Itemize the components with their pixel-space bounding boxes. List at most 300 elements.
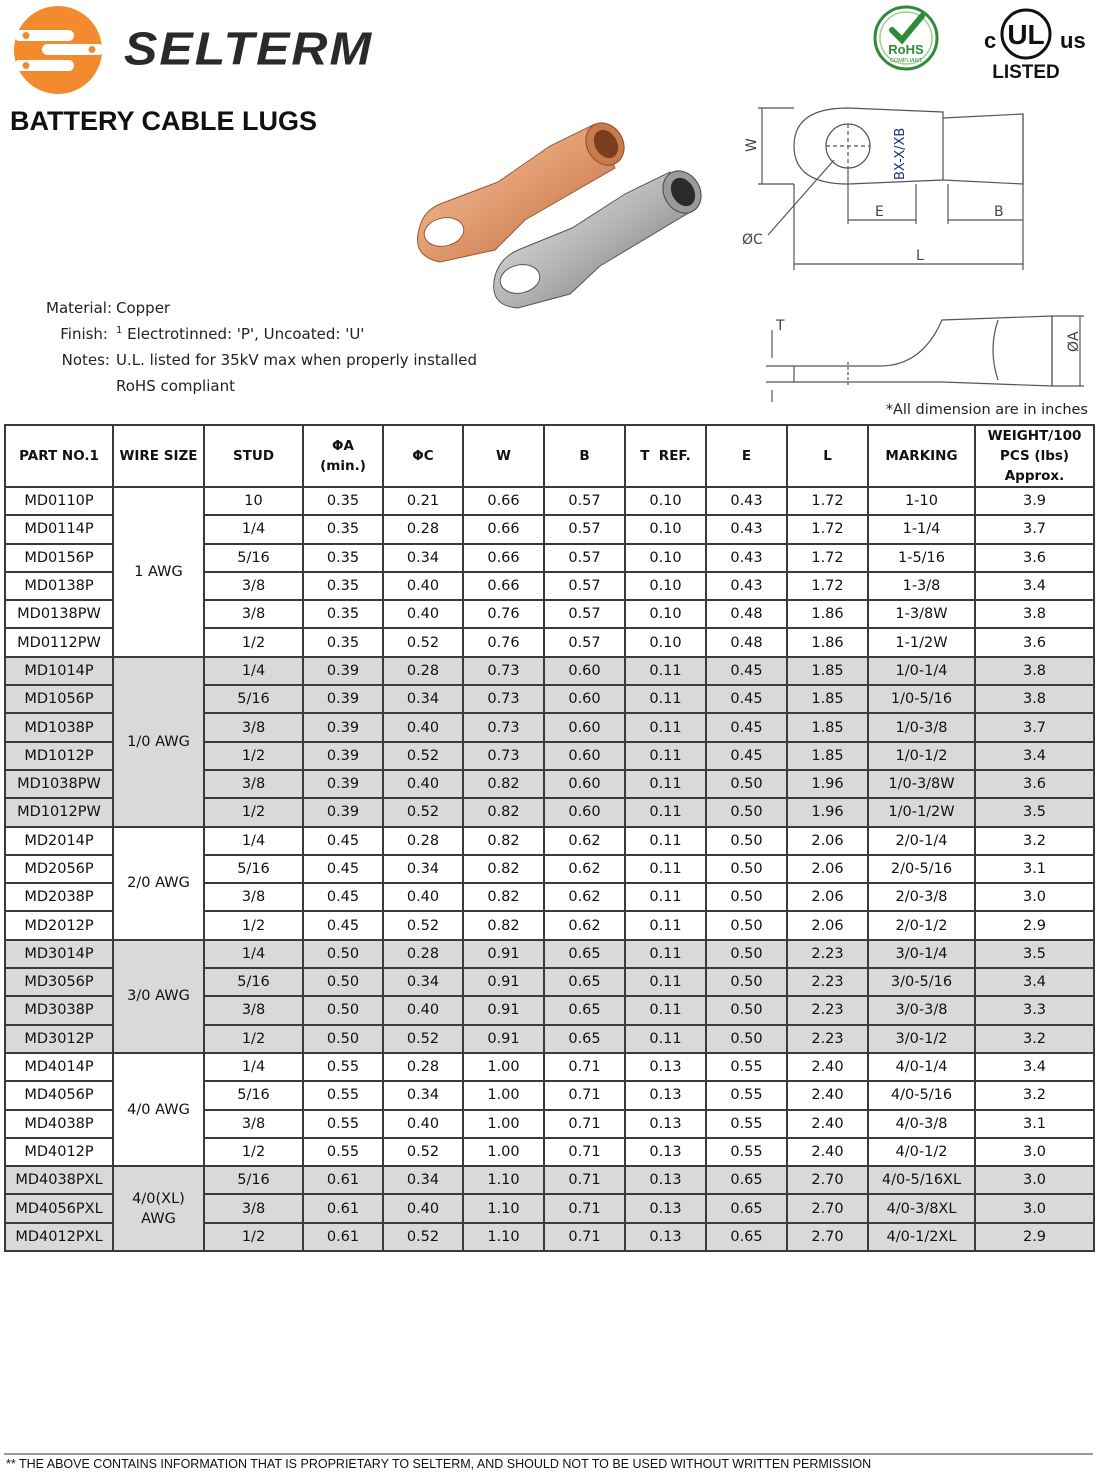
cell-e: 0.48 bbox=[706, 628, 787, 656]
cell-weight: 3.1 bbox=[975, 1110, 1094, 1138]
cell-marking: 4/0-1/2 bbox=[868, 1138, 975, 1166]
cell-b: 0.60 bbox=[544, 685, 625, 713]
cell-t-ref: 0.11 bbox=[625, 742, 706, 770]
cell-marking: 4/0-1/2XL bbox=[868, 1223, 975, 1251]
cell-w: 1.00 bbox=[463, 1138, 544, 1166]
cell-part-no: MD0156P bbox=[5, 544, 113, 572]
cell-diameter-c: 0.28 bbox=[383, 940, 463, 968]
cell-weight: 3.8 bbox=[975, 657, 1094, 685]
cell-b: 0.65 bbox=[544, 940, 625, 968]
cell-diameter-a: 0.35 bbox=[303, 544, 383, 572]
cell-diameter-a: 0.39 bbox=[303, 657, 383, 685]
cell-b: 0.62 bbox=[544, 827, 625, 855]
cell-t-ref: 0.11 bbox=[625, 968, 706, 996]
cell-stud: 5/16 bbox=[204, 855, 303, 883]
cell-diameter-a: 0.45 bbox=[303, 855, 383, 883]
cell-t-ref: 0.13 bbox=[625, 1138, 706, 1166]
cell-diameter-c: 0.34 bbox=[383, 855, 463, 883]
cell-diameter-c: 0.28 bbox=[383, 515, 463, 543]
cell-diameter-a: 0.35 bbox=[303, 572, 383, 600]
table-header-row bbox=[5, 425, 1094, 487]
dim-c-label: ØC bbox=[742, 232, 763, 248]
cell-stud: 1/2 bbox=[204, 628, 303, 656]
cell-part-no: MD3014P bbox=[5, 940, 113, 968]
cell-marking: 3/0-3/8 bbox=[868, 996, 975, 1024]
cell-weight: 3.0 bbox=[975, 883, 1094, 911]
cell-t-ref: 0.10 bbox=[625, 544, 706, 572]
cell-b: 0.71 bbox=[544, 1138, 625, 1166]
cell-b: 0.62 bbox=[544, 855, 625, 883]
col-part-no: PART NO.1 bbox=[5, 425, 113, 487]
cell-e: 0.50 bbox=[706, 770, 787, 798]
cell-e: 0.43 bbox=[706, 487, 787, 515]
cell-stud: 1/4 bbox=[204, 1053, 303, 1081]
cell-diameter-a: 0.39 bbox=[303, 770, 383, 798]
cell-l: 1.86 bbox=[787, 628, 868, 656]
notes-line-2: RoHS compliant bbox=[116, 377, 235, 395]
dim-e-label: E bbox=[875, 204, 884, 220]
cell-diameter-c: 0.40 bbox=[383, 883, 463, 911]
cell-part-no: MD1012P bbox=[5, 742, 113, 770]
rohs-sub: COMPLIANT bbox=[889, 58, 923, 64]
cell-wire-size: 1 AWG bbox=[113, 487, 204, 657]
cell-diameter-a: 0.50 bbox=[303, 1025, 383, 1053]
cell-diameter-c: 0.52 bbox=[383, 628, 463, 656]
cell-t-ref: 0.10 bbox=[625, 572, 706, 600]
cell-diameter-a: 0.39 bbox=[303, 798, 383, 826]
ul-listed-badge bbox=[976, 4, 1092, 84]
cell-b: 0.65 bbox=[544, 968, 625, 996]
cell-weight: 3.2 bbox=[975, 1081, 1094, 1109]
cell-diameter-c: 0.52 bbox=[383, 798, 463, 826]
cell-weight: 3.0 bbox=[975, 1194, 1094, 1222]
cell-t-ref: 0.11 bbox=[625, 883, 706, 911]
cell-e: 0.50 bbox=[706, 883, 787, 911]
cell-e: 0.50 bbox=[706, 911, 787, 939]
cell-e: 0.45 bbox=[706, 713, 787, 741]
cell-marking: 1/0-3/8W bbox=[868, 770, 975, 798]
cell-e: 0.65 bbox=[706, 1194, 787, 1222]
table-row bbox=[5, 827, 1094, 855]
cell-w: 0.76 bbox=[463, 600, 544, 628]
cell-part-no: MD4038PXL bbox=[5, 1166, 113, 1194]
col-marking: MARKING bbox=[868, 425, 975, 487]
cell-wire-size: 4/0(XL) AWG bbox=[113, 1166, 204, 1251]
cell-marking: 1/0-1/2W bbox=[868, 798, 975, 826]
col-e: E bbox=[706, 425, 787, 487]
cell-stud: 3/8 bbox=[204, 600, 303, 628]
cell-b: 0.62 bbox=[544, 911, 625, 939]
cell-w: 0.66 bbox=[463, 515, 544, 543]
cell-wire-size: 4/0 AWG bbox=[113, 1053, 204, 1166]
cell-l: 1.72 bbox=[787, 544, 868, 572]
cell-t-ref: 0.11 bbox=[625, 685, 706, 713]
cell-diameter-c: 0.34 bbox=[383, 685, 463, 713]
cell-l: 2.06 bbox=[787, 911, 868, 939]
cell-weight: 3.4 bbox=[975, 742, 1094, 770]
cell-e: 0.50 bbox=[706, 968, 787, 996]
cell-weight: 3.5 bbox=[975, 798, 1094, 826]
cell-w: 1.10 bbox=[463, 1194, 544, 1222]
cell-part-no: MD2014P bbox=[5, 827, 113, 855]
cell-t-ref: 0.11 bbox=[625, 770, 706, 798]
cell-part-no: MD2012P bbox=[5, 911, 113, 939]
cell-marking: 3/0-5/16 bbox=[868, 968, 975, 996]
finish-value bbox=[116, 325, 364, 343]
cell-b: 0.60 bbox=[544, 798, 625, 826]
cell-diameter-a: 0.35 bbox=[303, 628, 383, 656]
finish-label: Finish: bbox=[60, 325, 108, 343]
notes-line-1: U.L. listed for 35kV max when properly installed bbox=[116, 351, 478, 369]
cell-part-no: MD1014P bbox=[5, 657, 113, 685]
cell-weight: 3.8 bbox=[975, 600, 1094, 628]
cell-b: 0.65 bbox=[544, 1025, 625, 1053]
cell-part-no: MD2038P bbox=[5, 883, 113, 911]
cell-weight: 3.9 bbox=[975, 487, 1094, 515]
brand-name: SELTERM bbox=[124, 22, 374, 75]
cell-b: 0.62 bbox=[544, 883, 625, 911]
cell-part-no: MD0112PW bbox=[5, 628, 113, 656]
cell-marking: 4/0-1/4 bbox=[868, 1053, 975, 1081]
footer-notice: ** THE ABOVE CONTAINS INFORMATION THAT IS PROPRIETARY TO SELTERM, AND SHOULD NOT TO BE USED WITHOUT WRITTEN PERMISSION bbox=[6, 1457, 872, 1471]
cell-weight: 3.8 bbox=[975, 685, 1094, 713]
cell-t-ref: 0.13 bbox=[625, 1223, 706, 1251]
cell-w: 0.66 bbox=[463, 487, 544, 515]
cell-marking: 2/0-5/16 bbox=[868, 855, 975, 883]
cell-w: 1.10 bbox=[463, 1166, 544, 1194]
cell-e: 0.45 bbox=[706, 657, 787, 685]
cell-part-no: MD4038P bbox=[5, 1110, 113, 1138]
cell-marking: 1/0-3/8 bbox=[868, 713, 975, 741]
cell-w: 0.91 bbox=[463, 968, 544, 996]
cell-diameter-a: 0.55 bbox=[303, 1110, 383, 1138]
cell-diameter-c: 0.52 bbox=[383, 1223, 463, 1251]
cell-weight: 3.2 bbox=[975, 1025, 1094, 1053]
cell-marking: 1-10 bbox=[868, 487, 975, 515]
cell-stud: 3/8 bbox=[204, 572, 303, 600]
battery-lugs-photo bbox=[400, 116, 710, 316]
cell-stud: 5/16 bbox=[204, 544, 303, 572]
cell-t-ref: 0.11 bbox=[625, 1025, 706, 1053]
cell-stud: 3/8 bbox=[204, 996, 303, 1024]
cell-part-no: MD3012P bbox=[5, 1025, 113, 1053]
col-b: B bbox=[544, 425, 625, 487]
rohs-text: RoHS bbox=[888, 42, 924, 57]
cell-e: 0.50 bbox=[706, 996, 787, 1024]
cell-e: 0.55 bbox=[706, 1081, 787, 1109]
cell-weight: 2.9 bbox=[975, 1223, 1094, 1251]
cell-part-no: MD0138P bbox=[5, 572, 113, 600]
cell-diameter-c: 0.40 bbox=[383, 1110, 463, 1138]
cell-part-no: MD4014P bbox=[5, 1053, 113, 1081]
cell-t-ref: 0.11 bbox=[625, 940, 706, 968]
cell-stud: 1/2 bbox=[204, 1223, 303, 1251]
cell-marking: 3/0-1/2 bbox=[868, 1025, 975, 1053]
cell-diameter-a: 0.35 bbox=[303, 487, 383, 515]
col-w: W bbox=[463, 425, 544, 487]
cell-w: 0.73 bbox=[463, 685, 544, 713]
cell-part-no: MD3056P bbox=[5, 968, 113, 996]
table-row bbox=[5, 487, 1094, 515]
cell-b: 0.60 bbox=[544, 742, 625, 770]
cell-diameter-a: 0.50 bbox=[303, 996, 383, 1024]
cell-diameter-c: 0.52 bbox=[383, 742, 463, 770]
cell-w: 0.91 bbox=[463, 996, 544, 1024]
cell-w: 0.82 bbox=[463, 798, 544, 826]
cell-part-no: MD1012PW bbox=[5, 798, 113, 826]
cell-stud: 1/2 bbox=[204, 798, 303, 826]
cell-part-no: MD4012P bbox=[5, 1138, 113, 1166]
lug-spec-table bbox=[4, 424, 1095, 1252]
cell-marking: 4/0-3/8 bbox=[868, 1110, 975, 1138]
dimension-note: *All dimension are in inches bbox=[885, 402, 1088, 418]
cell-part-no: MD2056P bbox=[5, 855, 113, 883]
cell-b: 0.71 bbox=[544, 1081, 625, 1109]
cell-diameter-a: 0.50 bbox=[303, 968, 383, 996]
cell-wire-size: 2/0 AWG bbox=[113, 827, 204, 940]
cell-wire-size: 1/0 AWG bbox=[113, 657, 204, 827]
cell-diameter-a: 0.39 bbox=[303, 685, 383, 713]
cell-stud: 1/2 bbox=[204, 911, 303, 939]
cell-l: 2.40 bbox=[787, 1053, 868, 1081]
cell-e: 0.50 bbox=[706, 855, 787, 883]
cell-marking: 2/0-3/8 bbox=[868, 883, 975, 911]
ul-mark: UL bbox=[1007, 19, 1045, 50]
cell-diameter-c: 0.40 bbox=[383, 713, 463, 741]
col-a-line2: (min.) bbox=[320, 458, 366, 474]
cell-b: 0.60 bbox=[544, 657, 625, 685]
cell-diameter-c: 0.40 bbox=[383, 572, 463, 600]
cell-l: 2.06 bbox=[787, 827, 868, 855]
cell-stud: 10 bbox=[204, 487, 303, 515]
cell-w: 1.00 bbox=[463, 1053, 544, 1081]
cell-diameter-c: 0.52 bbox=[383, 911, 463, 939]
cell-diameter-c: 0.34 bbox=[383, 968, 463, 996]
cell-part-no: MD3038P bbox=[5, 996, 113, 1024]
cell-t-ref: 0.11 bbox=[625, 911, 706, 939]
cell-stud: 3/8 bbox=[204, 770, 303, 798]
cell-b: 0.57 bbox=[544, 572, 625, 600]
cell-stud: 1/2 bbox=[204, 1025, 303, 1053]
cell-part-no: MD0110P bbox=[5, 487, 113, 515]
cell-marking: 1/0-1/2 bbox=[868, 742, 975, 770]
cell-marking: 1-3/8 bbox=[868, 572, 975, 600]
col-wire-size: WIRE SIZE bbox=[113, 425, 204, 487]
col-diameter-c: ΦC bbox=[383, 425, 463, 487]
cell-e: 0.55 bbox=[706, 1110, 787, 1138]
dim-w-label: W bbox=[744, 138, 760, 152]
cell-weight: 3.0 bbox=[975, 1166, 1094, 1194]
cell-w: 1.00 bbox=[463, 1081, 544, 1109]
table-body bbox=[5, 487, 1094, 1251]
cell-e: 0.50 bbox=[706, 940, 787, 968]
cell-e: 0.45 bbox=[706, 685, 787, 713]
cell-diameter-a: 0.61 bbox=[303, 1166, 383, 1194]
cell-diameter-a: 0.39 bbox=[303, 713, 383, 741]
footer-divider bbox=[4, 1453, 1093, 1455]
cell-diameter-a: 0.45 bbox=[303, 827, 383, 855]
cell-w: 0.82 bbox=[463, 911, 544, 939]
cell-part-no: MD1056P bbox=[5, 685, 113, 713]
finish-text: Electrotinned: 'P', Uncoated: 'U' bbox=[127, 325, 365, 343]
cell-b: 0.57 bbox=[544, 487, 625, 515]
cell-w: 0.73 bbox=[463, 657, 544, 685]
cell-b: 0.71 bbox=[544, 1194, 625, 1222]
dim-l-label: L bbox=[916, 248, 924, 264]
col-diameter-a bbox=[303, 425, 383, 487]
cell-l: 1.72 bbox=[787, 515, 868, 543]
cell-w: 0.82 bbox=[463, 855, 544, 883]
cell-weight: 3.4 bbox=[975, 572, 1094, 600]
cell-l: 1.72 bbox=[787, 487, 868, 515]
cell-t-ref: 0.11 bbox=[625, 657, 706, 685]
col-stud: STUD bbox=[204, 425, 303, 487]
cell-stud: 5/16 bbox=[204, 1166, 303, 1194]
cell-t-ref: 0.13 bbox=[625, 1110, 706, 1138]
cell-weight: 3.7 bbox=[975, 713, 1094, 741]
cell-part-no: MD0114P bbox=[5, 515, 113, 543]
cell-l: 1.96 bbox=[787, 798, 868, 826]
cell-t-ref: 0.13 bbox=[625, 1194, 706, 1222]
cell-diameter-a: 0.55 bbox=[303, 1053, 383, 1081]
cell-weight: 3.6 bbox=[975, 628, 1094, 656]
cell-l: 1.72 bbox=[787, 572, 868, 600]
cell-t-ref: 0.10 bbox=[625, 515, 706, 543]
cell-w: 0.73 bbox=[463, 713, 544, 741]
cell-l: 1.85 bbox=[787, 685, 868, 713]
cell-stud: 3/8 bbox=[204, 713, 303, 741]
cell-l: 2.40 bbox=[787, 1110, 868, 1138]
cell-l: 2.23 bbox=[787, 940, 868, 968]
cell-marking: 1-1/2W bbox=[868, 628, 975, 656]
cell-marking: 4/0-3/8XL bbox=[868, 1194, 975, 1222]
cell-diameter-a: 0.55 bbox=[303, 1138, 383, 1166]
cell-w: 1.00 bbox=[463, 1110, 544, 1138]
cell-diameter-c: 0.52 bbox=[383, 1138, 463, 1166]
cell-diameter-c: 0.34 bbox=[383, 1081, 463, 1109]
col-weight-line1: WEIGHT/100 bbox=[987, 428, 1082, 444]
col-l: L bbox=[787, 425, 868, 487]
cell-weight: 3.6 bbox=[975, 544, 1094, 572]
cell-stud: 1/2 bbox=[204, 1138, 303, 1166]
cell-wire-size: 3/0 AWG bbox=[113, 940, 204, 1053]
cell-diameter-a: 0.61 bbox=[303, 1223, 383, 1251]
cell-diameter-a: 0.61 bbox=[303, 1194, 383, 1222]
cell-t-ref: 0.11 bbox=[625, 713, 706, 741]
cell-w: 0.82 bbox=[463, 883, 544, 911]
cell-w: 0.73 bbox=[463, 742, 544, 770]
col-weight-line3: Approx. bbox=[1004, 468, 1065, 484]
cell-e: 0.45 bbox=[706, 742, 787, 770]
cell-e: 0.50 bbox=[706, 827, 787, 855]
cell-marking: 1/0-1/4 bbox=[868, 657, 975, 685]
dim-b-label: B bbox=[994, 204, 1004, 220]
cell-w: 1.10 bbox=[463, 1223, 544, 1251]
cell-t-ref: 0.10 bbox=[625, 600, 706, 628]
cell-weight: 3.2 bbox=[975, 827, 1094, 855]
cell-t-ref: 0.11 bbox=[625, 855, 706, 883]
cell-e: 0.50 bbox=[706, 1025, 787, 1053]
cell-l: 2.70 bbox=[787, 1166, 868, 1194]
rohs-badge bbox=[872, 4, 940, 72]
cell-l: 1.96 bbox=[787, 770, 868, 798]
cell-weight: 3.4 bbox=[975, 1053, 1094, 1081]
cell-stud: 1/4 bbox=[204, 940, 303, 968]
cell-e: 0.50 bbox=[706, 798, 787, 826]
lug-marking-label: BX-X/XB bbox=[893, 127, 908, 180]
cell-l: 2.40 bbox=[787, 1138, 868, 1166]
cell-l: 2.06 bbox=[787, 883, 868, 911]
cell-part-no: MD0138PW bbox=[5, 600, 113, 628]
cell-diameter-a: 0.35 bbox=[303, 515, 383, 543]
cell-diameter-c: 0.34 bbox=[383, 544, 463, 572]
cell-stud: 5/16 bbox=[204, 968, 303, 996]
page-title: BATTERY CABLE LUGS bbox=[10, 106, 318, 136]
cell-marking: 2/0-1/2 bbox=[868, 911, 975, 939]
cell-weight: 3.4 bbox=[975, 968, 1094, 996]
cell-e: 0.43 bbox=[706, 544, 787, 572]
table-row bbox=[5, 940, 1094, 968]
table-row bbox=[5, 1166, 1094, 1194]
cell-marking: 1-1/4 bbox=[868, 515, 975, 543]
cell-e: 0.65 bbox=[706, 1166, 787, 1194]
cell-marking: 1-3/8W bbox=[868, 600, 975, 628]
cell-l: 2.70 bbox=[787, 1223, 868, 1251]
cell-t-ref: 0.11 bbox=[625, 996, 706, 1024]
cell-t-ref: 0.11 bbox=[625, 798, 706, 826]
cell-stud: 3/8 bbox=[204, 1194, 303, 1222]
cell-diameter-a: 0.39 bbox=[303, 742, 383, 770]
col-a-line1: ΦA bbox=[332, 438, 354, 454]
cell-diameter-c: 0.40 bbox=[383, 770, 463, 798]
cell-b: 0.65 bbox=[544, 996, 625, 1024]
cell-weight: 3.5 bbox=[975, 940, 1094, 968]
cell-stud: 5/16 bbox=[204, 1081, 303, 1109]
cell-e: 0.43 bbox=[706, 572, 787, 600]
cell-t-ref: 0.13 bbox=[625, 1166, 706, 1194]
cell-marking: 3/0-1/4 bbox=[868, 940, 975, 968]
cell-e: 0.65 bbox=[706, 1223, 787, 1251]
cell-b: 0.60 bbox=[544, 713, 625, 741]
cell-w: 0.82 bbox=[463, 770, 544, 798]
lug-top-view-diagram bbox=[738, 100, 1096, 272]
cell-part-no: MD1038PW bbox=[5, 770, 113, 798]
lug-side-view-diagram bbox=[762, 310, 1096, 406]
cell-l: 1.85 bbox=[787, 657, 868, 685]
cell-diameter-c: 0.40 bbox=[383, 996, 463, 1024]
selterm-logo-icon bbox=[6, 4, 110, 96]
cell-w: 0.76 bbox=[463, 628, 544, 656]
cell-diameter-a: 0.35 bbox=[303, 600, 383, 628]
cell-w: 0.66 bbox=[463, 544, 544, 572]
cell-diameter-a: 0.45 bbox=[303, 911, 383, 939]
cell-diameter-c: 0.34 bbox=[383, 1166, 463, 1194]
cell-diameter-c: 0.28 bbox=[383, 827, 463, 855]
cell-t-ref: 0.10 bbox=[625, 487, 706, 515]
cell-diameter-c: 0.40 bbox=[383, 600, 463, 628]
cell-stud: 1/2 bbox=[204, 742, 303, 770]
cell-b: 0.60 bbox=[544, 770, 625, 798]
cell-b: 0.71 bbox=[544, 1166, 625, 1194]
cell-diameter-a: 0.55 bbox=[303, 1081, 383, 1109]
table-row bbox=[5, 1053, 1094, 1081]
cell-b: 0.57 bbox=[544, 600, 625, 628]
cell-w: 0.82 bbox=[463, 827, 544, 855]
ul-us: us bbox=[1060, 28, 1086, 53]
cell-marking: 1-5/16 bbox=[868, 544, 975, 572]
cell-diameter-c: 0.52 bbox=[383, 1025, 463, 1053]
cell-b: 0.71 bbox=[544, 1110, 625, 1138]
